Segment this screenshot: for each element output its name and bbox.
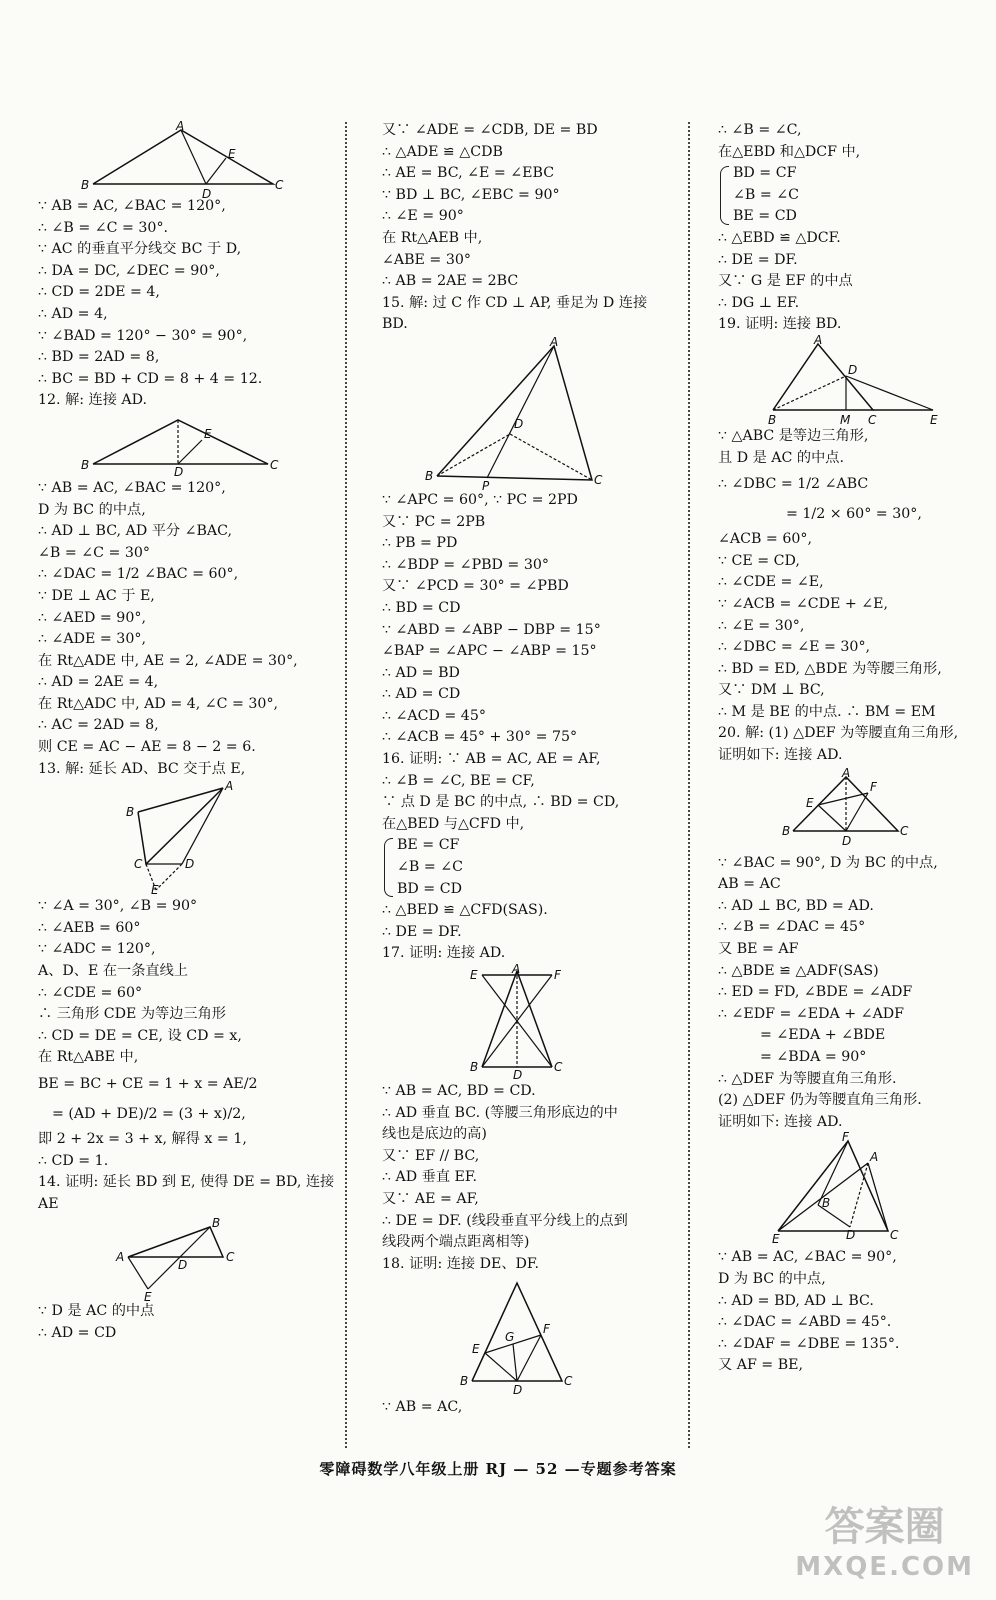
c2-line-9: BD. bbox=[382, 316, 408, 333]
c3-line-17: ∵ ∠ACB = ∠CDE + ∠E, bbox=[718, 595, 888, 612]
label-b: B bbox=[212, 1216, 221, 1231]
diagram-13 bbox=[38, 779, 268, 898]
c2-line-8: 15. 解: 过 C 作 CD ⊥ AP, 垂足为 D 连接 bbox=[382, 294, 648, 311]
c2-line-0: 又∵ ∠ADE = ∠CDB, DE = BD bbox=[382, 122, 598, 138]
column-3 bbox=[718, 120, 980, 1377]
c2-line-6: ∠ABE = 30° bbox=[382, 251, 471, 268]
c1-line-28: ∴ ∠CDE = 60° bbox=[38, 984, 143, 1001]
label-m: M bbox=[840, 412, 851, 427]
label-c: C bbox=[134, 857, 143, 872]
c3-line-11: 且 D 是 AC 的中点. bbox=[718, 449, 844, 466]
c3-line-42: ∴ ∠DAF = ∠DBE = 135°. bbox=[718, 1335, 900, 1352]
c3-line-20: ∴ BD = ED, △BDE 为等腰三角形, bbox=[718, 660, 942, 677]
label-e: E bbox=[806, 795, 814, 810]
c2-line-19: ∴ AD = CD bbox=[382, 686, 461, 703]
c1-line-2: ∵ AC 的垂直平分线交 BC 于 D, bbox=[38, 241, 242, 258]
c3-line-18: ∴ ∠E = 30°, bbox=[718, 617, 805, 634]
label-d: D bbox=[174, 464, 184, 479]
diagram-14 bbox=[38, 1216, 258, 1305]
label-c: C bbox=[564, 1374, 573, 1389]
c3-line-6: ∴ DE = DF. bbox=[718, 251, 798, 268]
label-f: F bbox=[870, 779, 877, 794]
label-c: C bbox=[890, 1228, 899, 1243]
c3-line-39: D 为 BC 的中点, bbox=[718, 1270, 826, 1287]
label-b: B bbox=[470, 1060, 479, 1074]
c2-line-30: ∴ DE = DF. bbox=[382, 923, 462, 940]
label-d: D bbox=[202, 187, 212, 201]
column-separator-1 bbox=[345, 122, 347, 1448]
c1-line-30: ∴ CD = DE = CE, 设 CD = x, bbox=[38, 1027, 242, 1044]
label-e: E bbox=[144, 1290, 152, 1305]
c3-line-38: ∵ AB = AC, ∠BAC = 90°, bbox=[718, 1249, 897, 1266]
c3-line-40: ∴ AD = BD, AD ⊥ BC. bbox=[718, 1292, 874, 1309]
label-c: C bbox=[594, 472, 603, 487]
label-b: B bbox=[822, 1196, 831, 1211]
c1-line-27: A、D、E 在一条直线上 bbox=[38, 963, 188, 980]
c2-line-2: ∴ AE = BC, ∠E = ∠EBC bbox=[382, 165, 555, 182]
c1-line-3: ∴ DA = DC, ∠DEC = 90°, bbox=[38, 262, 220, 279]
c3-line-9: 19. 证明: 连接 BD. bbox=[718, 316, 842, 333]
label-e: E bbox=[470, 968, 478, 982]
c1-line-36: 14. 证明: 延长 BD 到 E, 使得 DE = BD, 连接 bbox=[38, 1174, 335, 1191]
c2-line-27: ∠B = ∠C bbox=[397, 859, 463, 876]
label-b: B bbox=[126, 805, 135, 820]
brace bbox=[720, 166, 729, 225]
c3-line-19: ∴ ∠DBC = ∠E = 30°, bbox=[718, 639, 871, 656]
label-e: E bbox=[204, 426, 212, 441]
c1-line-5: ∴ AD = 4, bbox=[38, 305, 108, 322]
c2-line-31: 17. 证明: 连接 AD. bbox=[382, 945, 506, 962]
c1-line-34: 即 2 + 2x = 3 + x, 解得 x = 1, bbox=[38, 1131, 247, 1147]
c1-line-11: D 为 BC 的中点, bbox=[38, 501, 146, 518]
c3-line-0: ∴ ∠B = ∠C, bbox=[718, 122, 802, 138]
c1-line-10: ∵ AB = AC, ∠BAC = 120°, bbox=[38, 479, 226, 496]
label-d: D bbox=[842, 833, 852, 848]
c1-line-15: ∵ DE ⊥ AC 于 E, bbox=[38, 587, 155, 604]
c1-line-7: ∴ BD = 2AD = 8, bbox=[38, 349, 160, 366]
c3-line-7: 又∵ G 是 EF 的中点 bbox=[718, 273, 853, 290]
column-1 bbox=[38, 120, 338, 1345]
label-e: E bbox=[930, 412, 938, 427]
label-a: A bbox=[225, 779, 234, 794]
c3-line-12: ∴ ∠DBC = 1/2 ∠ABC bbox=[718, 476, 869, 493]
c2-line-13: ∴ ∠BDP = ∠PBD = 30° bbox=[382, 556, 549, 573]
c3-line-13: = 1/2 × 60° = 30°, bbox=[786, 506, 922, 523]
diagram-20a bbox=[718, 765, 968, 851]
diagram-11 bbox=[38, 119, 284, 201]
c2-line-40: 18. 证明: 连接 DE、DF. bbox=[382, 1255, 540, 1272]
label-c: C bbox=[275, 178, 284, 192]
c1-line-12: ∴ AD ⊥ BC, AD 平分 ∠BAC, bbox=[38, 523, 233, 540]
watermark-text: 答案圈 bbox=[824, 1504, 945, 1550]
c1-line-17: ∴ ∠ADE = 30°, bbox=[38, 631, 146, 648]
c3-line-10: ∵ △ABC 是等边三角形, bbox=[718, 427, 869, 444]
c1-line-4: ∴ CD = 2DE = 4, bbox=[38, 284, 160, 301]
c1-line-19: ∴ AD = 2AE = 4, bbox=[38, 674, 159, 691]
c2-line-1: ∴ △ADE ≌ △CDB bbox=[382, 143, 503, 160]
c1-line-25: ∴ ∠AEB = 60° bbox=[38, 919, 141, 936]
diagram-17 bbox=[382, 962, 642, 1082]
diagram-19 bbox=[718, 332, 968, 427]
c2-line-37: 又∵ AE = AF, bbox=[382, 1190, 479, 1207]
label-p: P bbox=[482, 478, 490, 493]
label-d: D bbox=[513, 1068, 523, 1082]
brace bbox=[384, 838, 393, 897]
c3-line-34: = ∠BDA = 90° bbox=[760, 1049, 867, 1065]
c3-line-16: ∴ ∠CDE = ∠E, bbox=[718, 574, 824, 591]
c3-line-27: ∴ AD ⊥ BC, BD = AD. bbox=[718, 897, 874, 914]
c3-line-41: ∴ ∠DAC = ∠ABD = 45°. bbox=[718, 1314, 892, 1331]
label-a: A bbox=[116, 1250, 125, 1265]
c3-line-28: ∴ ∠B = ∠DAC = 45° bbox=[718, 919, 866, 936]
label-c: C bbox=[900, 823, 909, 838]
c1-line-20: 在 Rt△ADC 中, AD = 4, ∠C = 30°, bbox=[38, 695, 279, 712]
c3-line-8: ∴ DG ⊥ EF. bbox=[718, 294, 800, 311]
label-f: F bbox=[554, 968, 561, 982]
c2-line-20: ∴ ∠ACD = 45° bbox=[382, 707, 486, 724]
diagram-20b bbox=[718, 1130, 968, 1247]
c3-line-31: ∴ ED = FD, ∠BDE = ∠ADF bbox=[718, 984, 913, 1001]
c1-line-21: ∴ AC = 2AD = 8, bbox=[38, 717, 159, 734]
c3-line-5: ∴ △EBD ≌ △DCF. bbox=[718, 229, 841, 246]
c2-line-28: BD = CD bbox=[397, 880, 462, 897]
c2-line-14: 又∵ ∠PCD = 30° = ∠PBD bbox=[382, 578, 569, 595]
label-b: B bbox=[81, 457, 90, 472]
c1-line-16: ∴ ∠AED = 90°, bbox=[38, 609, 146, 626]
c2-line-12: ∴ PB = PD bbox=[382, 535, 458, 552]
page-footer: 零障碍数学八年级上册 RJ — 52 —专题参考答案 bbox=[319, 1460, 677, 1478]
c2-line-15: ∴ BD = CD bbox=[382, 599, 461, 616]
c1-line-29: ∴ 三角形 CDE 为等边三角形 bbox=[38, 1006, 226, 1023]
c3-line-37: 证明如下: 连接 AD. bbox=[718, 1113, 843, 1130]
c2-line-24: ∵ 点 D 是 BC 的中点, ∴ BD = CD, bbox=[382, 794, 620, 811]
system-16 bbox=[382, 835, 672, 900]
c1-line-24: ∵ ∠A = 30°, ∠B = 90° bbox=[38, 898, 198, 915]
label-d: D bbox=[185, 857, 195, 872]
c1-line-6: ∵ ∠BAD = 120° − 30° = 90°, bbox=[38, 327, 248, 344]
c2-line-21: ∴ ∠ACB = 45° + 30° = 75° bbox=[382, 729, 578, 746]
c3-line-23: 20. 解: (1) △DEF 为等腰直角三角形, bbox=[718, 725, 959, 742]
c1-line-0: ∵ AB = AC, ∠BAC = 120°, bbox=[38, 198, 226, 214]
c3-line-36: (2) △DEF 仍为等腰直角三角形. bbox=[718, 1092, 922, 1109]
c1-line-35: ∴ CD = 1. bbox=[38, 1152, 109, 1169]
label-f: F bbox=[543, 1322, 550, 1337]
c2-line-32: ∵ AB = AC, BD = CD. bbox=[382, 1083, 536, 1099]
c3-line-14: ∠ACB = 60°, bbox=[718, 531, 812, 548]
c3-line-1: 在△EBD 和△DCF 中, bbox=[718, 143, 861, 160]
c1-line-31: 在 Rt△ABE 中, bbox=[38, 1049, 139, 1066]
label-g: G bbox=[505, 1330, 515, 1345]
label-e: E bbox=[151, 883, 159, 898]
c1-line-18: 在 Rt△ADE 中, AE = 2, ∠ADE = 30°, bbox=[38, 652, 298, 669]
c2-line-10: ∵ ∠APC = 60°, ∵ PC = 2PD bbox=[382, 491, 578, 508]
c2-line-38: ∴ DE = DF. (线段垂直平分线上的点到 bbox=[382, 1212, 628, 1229]
c2-line-23: ∴ ∠B = ∠C, BE = CF, bbox=[382, 772, 535, 789]
c2-line-3: ∵ BD ⊥ BC, ∠EBC = 90° bbox=[382, 186, 560, 203]
label-d: D bbox=[514, 416, 524, 431]
c2-line-35: 又∵ EF // BC, bbox=[382, 1147, 480, 1164]
diagram-15 bbox=[382, 334, 642, 493]
label-a: A bbox=[512, 962, 521, 976]
c1-line-39: ∴ AD = CD bbox=[38, 1324, 117, 1341]
c1-line-32: BE = BC + CE = 1 + x = AE/2 bbox=[38, 1076, 258, 1092]
c2-line-25: 在△BED 与△CFD 中, bbox=[382, 815, 525, 832]
label-a: A bbox=[870, 1150, 879, 1165]
label-e: E bbox=[472, 1342, 480, 1357]
label-e: E bbox=[772, 1232, 780, 1247]
c2-line-36: ∴ AD 垂直 EF. bbox=[382, 1169, 478, 1186]
c3-line-43: 又 AF = BE, bbox=[718, 1357, 803, 1374]
label-a: A bbox=[842, 765, 851, 780]
c1-line-37: AE bbox=[38, 1195, 59, 1212]
label-a: A bbox=[814, 332, 823, 347]
column-2 bbox=[382, 120, 672, 1419]
c2-line-22: 16. 证明: ∵ AB = AC, AE = AF, bbox=[382, 751, 601, 768]
c2-line-34: 线也是底边的高) bbox=[382, 1126, 487, 1143]
c3-line-3: ∠B = ∠C bbox=[733, 186, 799, 203]
c1-line-33: = (AD + DE)/2 = (3 + x)/2, bbox=[52, 1106, 246, 1122]
c3-line-21: 又∵ DM ⊥ BC, bbox=[718, 682, 825, 699]
c1-line-26: ∵ ∠ADC = 120°, bbox=[38, 941, 156, 958]
label-c: C bbox=[554, 1060, 563, 1074]
label-d: D bbox=[178, 1258, 188, 1273]
label-c: C bbox=[270, 457, 279, 472]
c1-line-14: ∴ ∠DAC = 1/2 ∠BAC = 60°, bbox=[38, 566, 239, 583]
c2-line-39: 线段两个端点距离相等) bbox=[382, 1234, 530, 1251]
watermark-url: MXQE.COM bbox=[795, 1552, 974, 1582]
watermark-logo bbox=[795, 1495, 974, 1582]
c3-line-24: 证明如下: 连接 AD. bbox=[718, 747, 843, 764]
label-a: A bbox=[550, 334, 559, 349]
c3-line-30: ∴ △BDE ≌ △ADF(SAS) bbox=[718, 962, 879, 979]
c2-line-16: ∵ ∠ABD = ∠ABP − DBP = 15° bbox=[382, 621, 601, 638]
c1-line-8: ∴ BC = BD + CD = 8 + 4 = 12. bbox=[38, 370, 263, 387]
c3-line-33: = ∠EDA + ∠BDE bbox=[760, 1027, 886, 1044]
label-c: C bbox=[868, 412, 877, 427]
label-a: A bbox=[176, 119, 185, 133]
c2-line-7: ∴ AB = 2AE = 2BC bbox=[382, 273, 519, 290]
label-b: B bbox=[425, 468, 434, 483]
c3-line-15: ∵ CE = CD, bbox=[718, 552, 800, 569]
c2-line-29: ∴ △BED ≌ △CFD(SAS). bbox=[382, 902, 548, 919]
diagram-12 bbox=[38, 414, 279, 479]
c2-line-26: BE = CF bbox=[397, 837, 460, 854]
c1-line-22: 则 CE = AC − AE = 8 − 2 = 6. bbox=[38, 739, 256, 756]
label-b: B bbox=[81, 178, 90, 192]
label-d: D bbox=[846, 1228, 856, 1243]
c2-line-41: ∵ AB = AC, bbox=[382, 1399, 463, 1416]
c2-line-11: 又∵ PC = 2PB bbox=[382, 513, 486, 530]
c3-line-35: ∴ △DEF 为等腰直角三角形. bbox=[718, 1070, 897, 1087]
c3-line-4: BE = CD bbox=[733, 208, 797, 225]
c1-line-13: ∠B = ∠C = 30° bbox=[38, 544, 151, 561]
label-f: F bbox=[842, 1130, 849, 1145]
label-c: C bbox=[226, 1250, 235, 1265]
c2-line-33: ∴ AD 垂直 BC. (等腰三角形底边的中 bbox=[382, 1104, 618, 1121]
c1-line-23: 13. 解: 延长 AD、BC 交于点 E, bbox=[38, 760, 246, 777]
c3-line-22: ∴ M 是 BE 的中点. ∴ BM = EM bbox=[718, 703, 936, 720]
c2-line-17: ∠BAP = ∠APC − ∠ABP = 15° bbox=[382, 643, 597, 660]
c1-line-9: 12. 解: 连接 AD. bbox=[38, 392, 148, 409]
c3-line-26: AB = AC bbox=[718, 876, 781, 893]
diagram-18 bbox=[382, 1277, 642, 1398]
label-d: D bbox=[513, 1383, 523, 1398]
c3-line-2: BD = CF bbox=[733, 165, 797, 182]
label-b: B bbox=[782, 823, 791, 838]
c3-line-32: ∴ ∠EDF = ∠EDA + ∠ADF bbox=[718, 1005, 905, 1022]
c1-line-38: ∵ D 是 AC 的中点 bbox=[38, 1303, 155, 1320]
c2-line-4: ∴ ∠E = 90° bbox=[382, 208, 464, 225]
column-separator-2 bbox=[688, 122, 690, 1448]
c3-line-29: 又 BE = AF bbox=[718, 941, 799, 958]
label-d: D bbox=[848, 362, 858, 377]
system-18 bbox=[718, 163, 980, 228]
label-b: B bbox=[460, 1374, 469, 1389]
c1-line-1: ∴ ∠B = ∠C = 30°. bbox=[38, 219, 169, 236]
c3-line-25: ∵ ∠BAC = 90°, D 为 BC 的中点, bbox=[718, 854, 938, 871]
c2-line-5: 在 Rt△AEB 中, bbox=[382, 229, 483, 246]
label-b: B bbox=[768, 412, 777, 427]
c2-line-18: ∴ AD = BD bbox=[382, 664, 460, 681]
label-e: E bbox=[228, 147, 236, 161]
